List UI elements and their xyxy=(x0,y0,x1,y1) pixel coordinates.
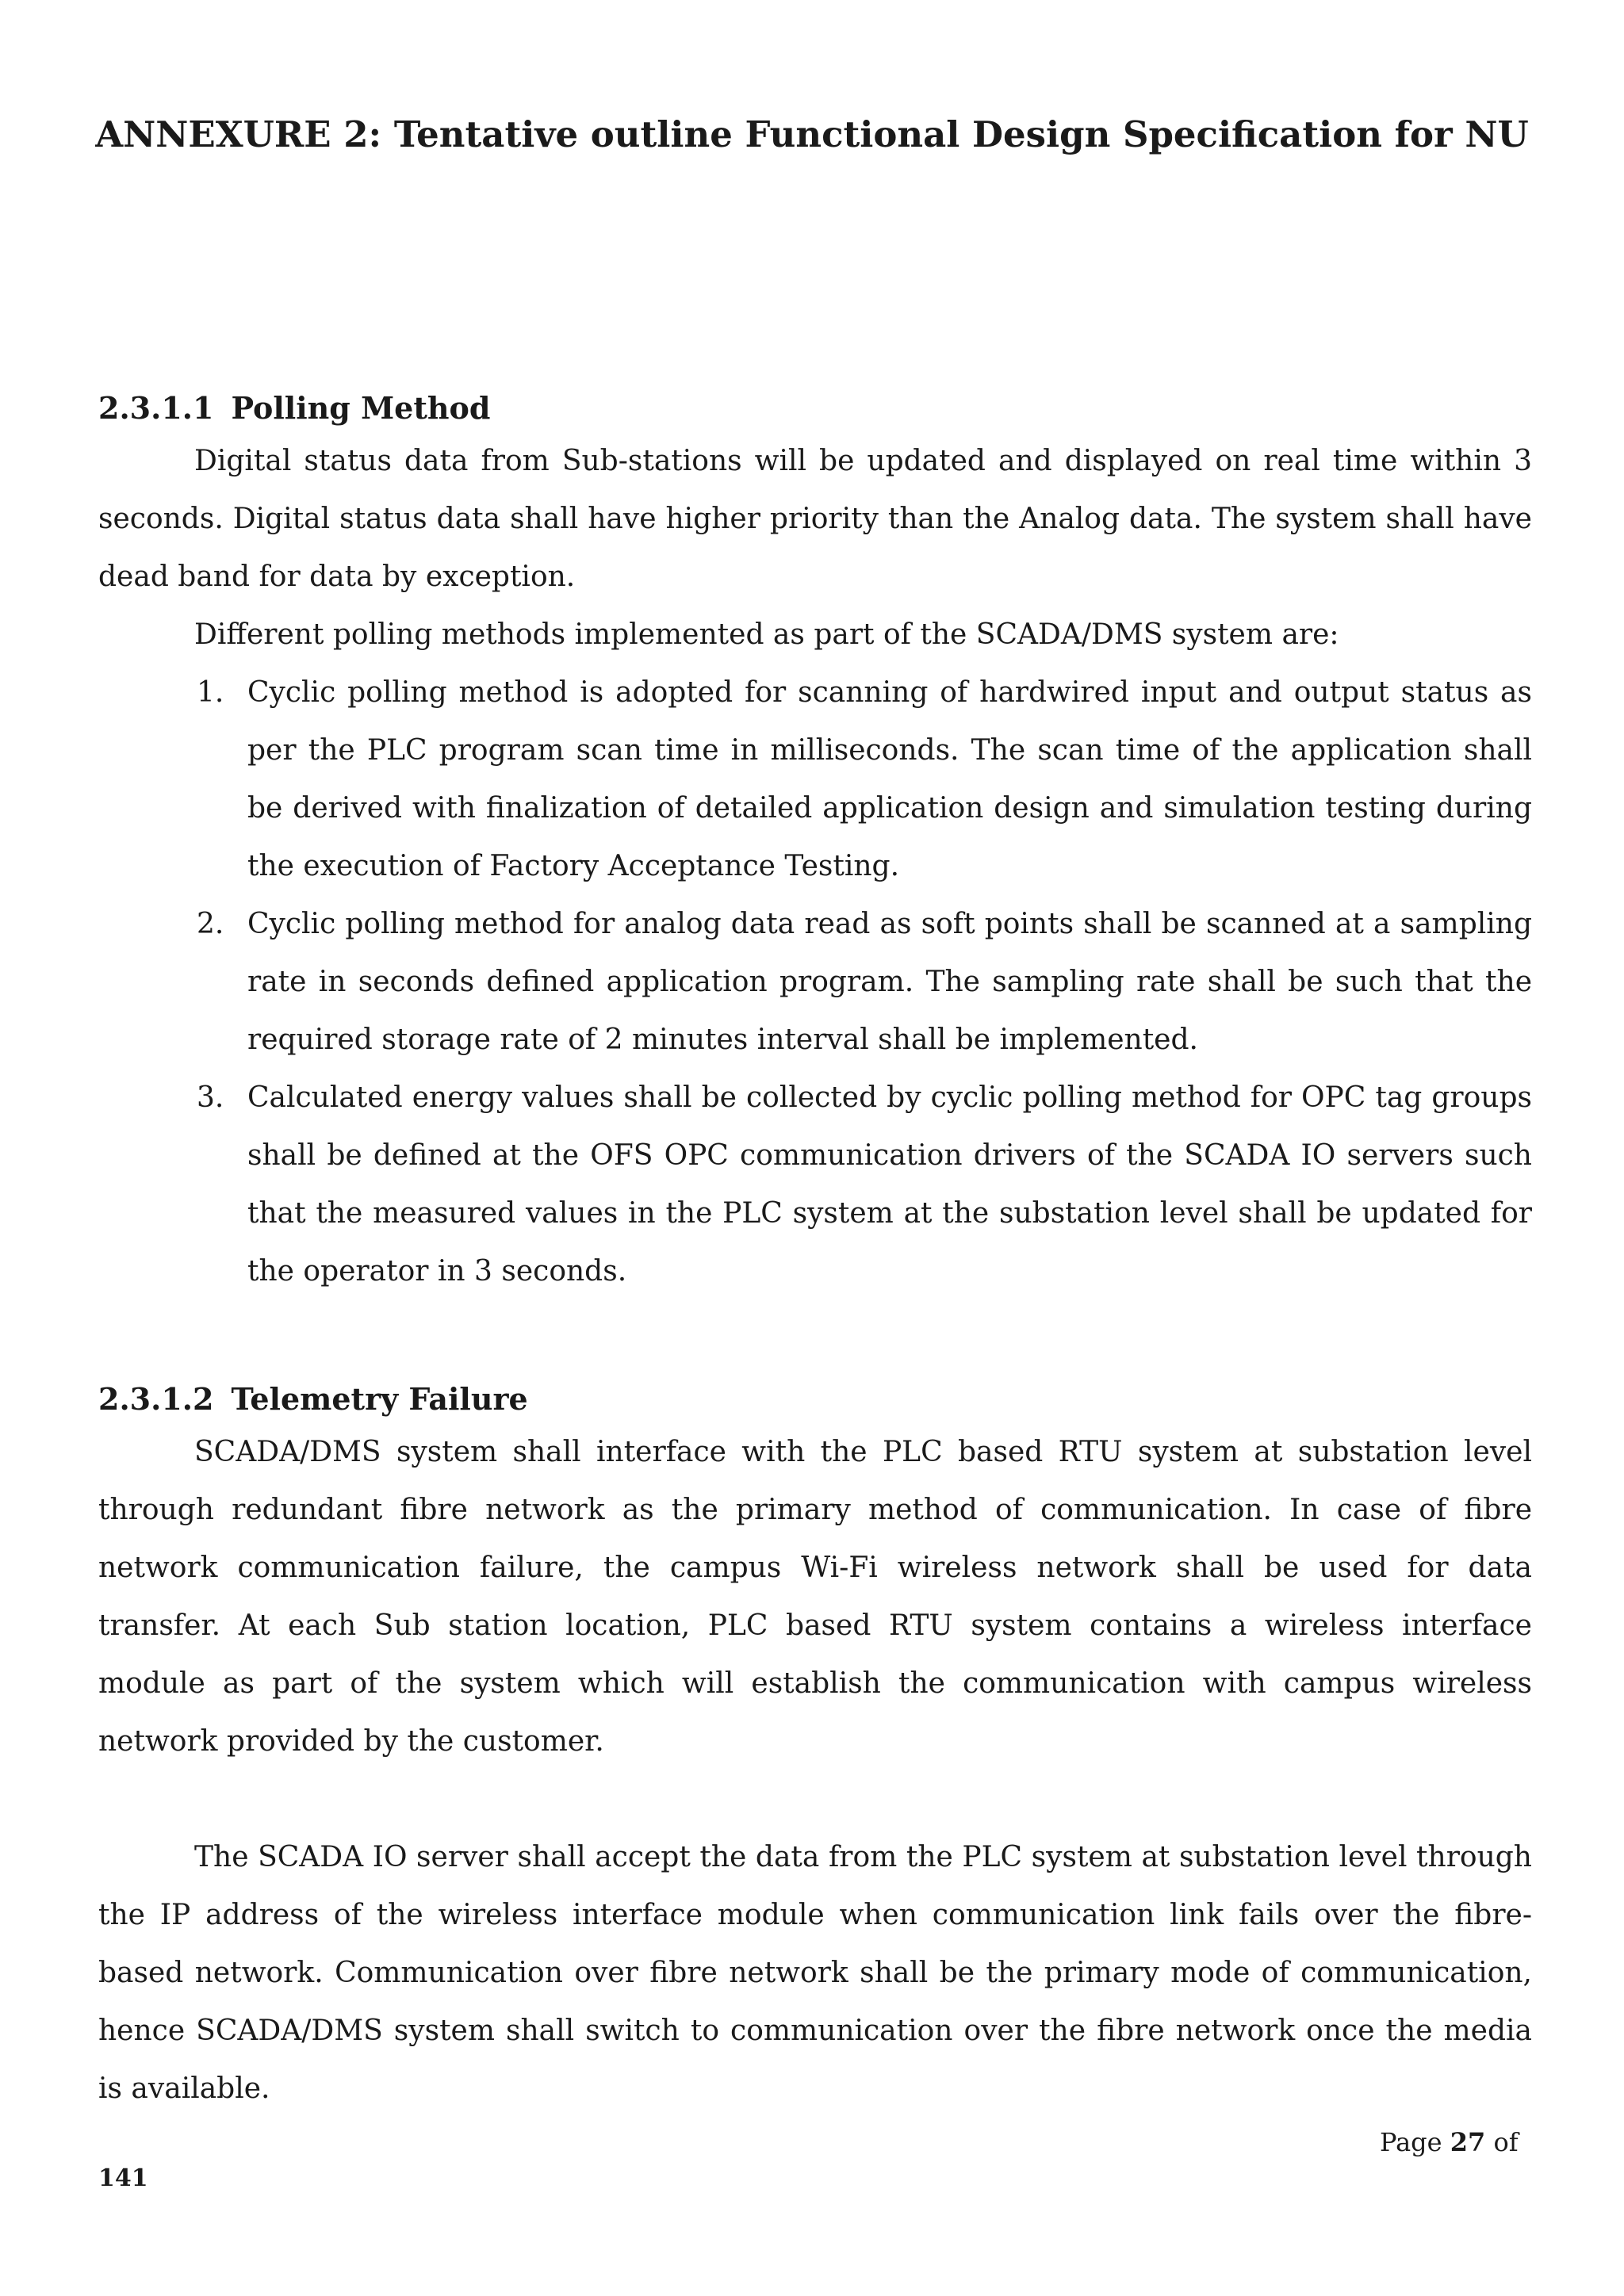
page-prefix: Page xyxy=(1380,2127,1442,2157)
section-polling-method xyxy=(98,385,1532,1300)
section-heading xyxy=(98,385,1532,432)
list-item xyxy=(98,895,1532,1069)
list-item-text: Cyclic polling method for analog data read as soft points shall be scanned at a sampling rate in seconds defined application program. The sampling rate shall be such that the required storage rate of 2 minutes interval shall be implemented. xyxy=(247,908,1532,1056)
section-telemetry-failure xyxy=(98,1376,1532,2118)
section-title: Telemetry Failure xyxy=(231,1381,528,1417)
paragraph: SCADA/DMS system shall interface with the PLC based RTU system at substation level through redundant fibre network as the primary method of communication. In case of fibre network communication failure, the campus Wi-Fi wireless network shall be used for data transfer. At each Sub station location, PLC based RTU system contains a wireless interface module as part of the system which will establish the communication with campus wireless network provided by the customer. xyxy=(98,1436,1532,1758)
page-title: ANNEXURE 2: Tentative outline Functional Design Specification for NU xyxy=(95,113,1529,155)
list-marker: 3. xyxy=(197,1081,224,1114)
document-body xyxy=(98,385,1532,2118)
page-number-footer xyxy=(1380,2125,1519,2160)
polling-methods-list xyxy=(98,664,1532,1300)
list-marker: 1. xyxy=(197,676,224,709)
section-heading xyxy=(98,1376,1532,1423)
page-of: of xyxy=(1493,2127,1519,2157)
section-title: Polling Method xyxy=(231,390,491,426)
list-item xyxy=(98,664,1532,895)
paragraph: The SCADA IO server shall accept the data from the PLC system at substation level through the IP address of the wireless interface module when communication link fails over the fibre-based network. Communication over fibre network shall be the primary mode of communication, hence SCADA/DMS system shall switch to communication over the fibre network once the media is available. xyxy=(98,1841,1532,2105)
list-marker: 2. xyxy=(197,908,224,940)
total-pages: 141 xyxy=(98,2164,148,2192)
section-number: 2.3.1.2 xyxy=(98,1381,214,1417)
list-item-text: Calculated energy values shall be collected by cyclic polling method for OPC tag groups shall be defined at the OFS OPC communication drivers of the SCADA IO servers such that the measured values in the PLC system at the substation level shall be updated for the operator in 3 seconds. xyxy=(247,1081,1532,1288)
list-item xyxy=(98,1069,1532,1300)
list-item-text: Cyclic polling method is adopted for scanning of hardwired input and output status as per the PLC program scan time in milliseconds. The scan time of the application shall be derived with finalization of detailed application design and simulation testing during the execution of Factory Acceptance Testing. xyxy=(247,676,1532,882)
section-number: 2.3.1.1 xyxy=(98,390,214,426)
paragraph: Different polling methods implemented as part of the SCADA/DMS system are: xyxy=(194,618,1339,651)
paragraph: Digital status data from Sub-stations will be updated and displayed on real time within 3 seconds. Digital status data shall have higher priority than the Analog data. The system shall have dead band for data by exception. xyxy=(98,445,1532,593)
page-number: 27 xyxy=(1450,2127,1486,2157)
